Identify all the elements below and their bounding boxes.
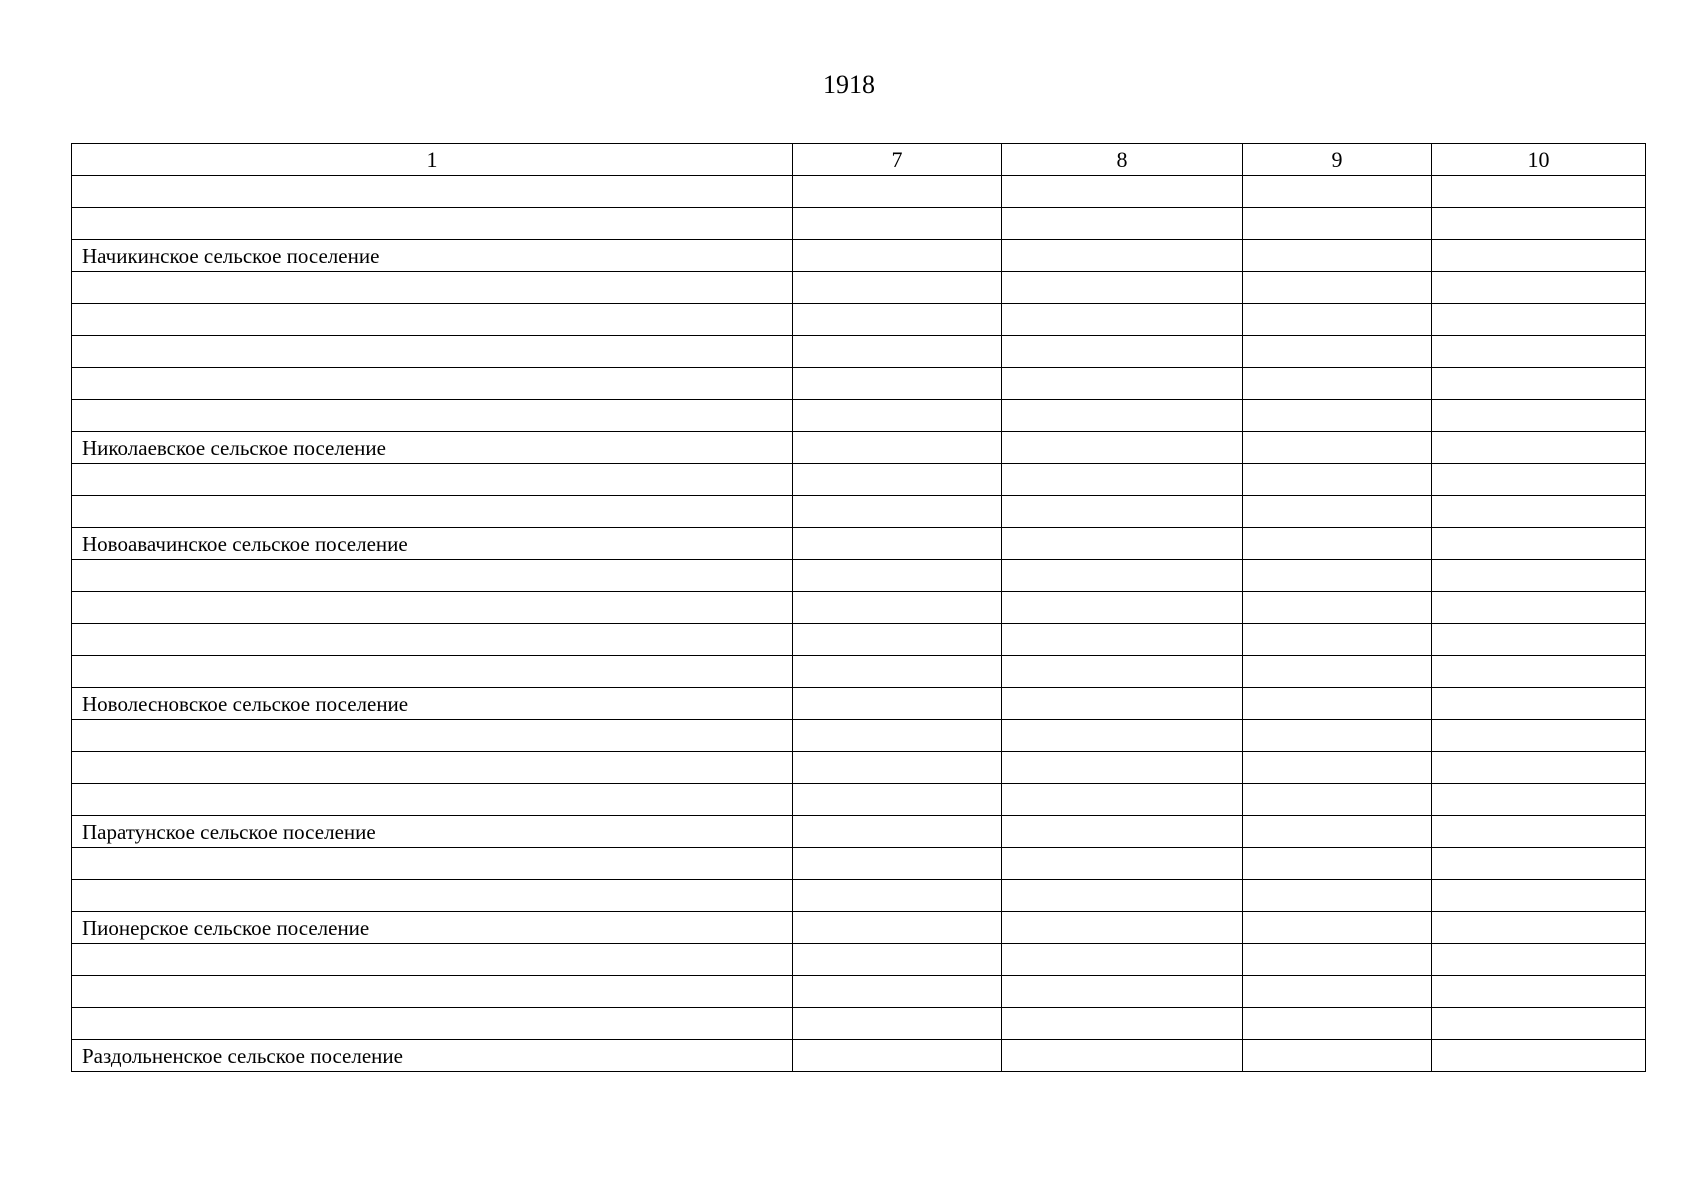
table-cell — [793, 368, 1002, 400]
settlement-name-cell — [72, 368, 793, 400]
table-cell — [1002, 752, 1243, 784]
table-cell — [1243, 496, 1432, 528]
table-cell — [1243, 1008, 1432, 1040]
table-cell — [793, 1008, 1002, 1040]
table-cell — [1243, 976, 1432, 1008]
table-cell — [793, 592, 1002, 624]
table-cell — [1002, 464, 1243, 496]
settlement-name-cell — [72, 496, 793, 528]
settlement-name-cell — [72, 880, 793, 912]
settlement-name-cell — [72, 848, 793, 880]
settlement-name-cell — [72, 752, 793, 784]
settlement-name-cell — [72, 400, 793, 432]
table-cell — [1243, 272, 1432, 304]
column-header: 1 — [72, 144, 793, 176]
table-cell — [1002, 336, 1243, 368]
table-cell — [1432, 944, 1646, 976]
settlement-name-cell: Начикинское сельское поселение — [72, 240, 793, 272]
table-cell — [793, 720, 1002, 752]
settlement-name-cell — [72, 208, 793, 240]
table-cell — [1243, 624, 1432, 656]
table-cell — [1002, 816, 1243, 848]
table-cell — [1002, 592, 1243, 624]
settlement-name-cell: Паратунское сельское поселение — [72, 816, 793, 848]
settlement-name-cell: Раздольненское сельское поселение — [72, 1040, 793, 1072]
table-cell — [793, 688, 1002, 720]
table-cell — [1243, 368, 1432, 400]
table-cell — [1243, 752, 1432, 784]
table-cell — [1432, 720, 1646, 752]
table-cell — [1432, 368, 1646, 400]
settlement-name-cell — [72, 944, 793, 976]
table-cell — [1002, 976, 1243, 1008]
table-row — [72, 240, 1646, 272]
table-header-row — [72, 144, 1646, 176]
table-cell — [1002, 560, 1243, 592]
table-row — [72, 496, 1646, 528]
table-cell — [1002, 400, 1243, 432]
table-cell — [1432, 784, 1646, 816]
table-cell — [793, 1040, 1002, 1072]
table-cell — [793, 880, 1002, 912]
table-row — [72, 432, 1646, 464]
table-row — [72, 272, 1646, 304]
table-row — [72, 592, 1646, 624]
settlement-name-cell — [72, 656, 793, 688]
table-cell — [1002, 848, 1243, 880]
table-cell — [1002, 880, 1243, 912]
settlement-name-cell: Николаевское сельское поселение — [72, 432, 793, 464]
table-cell — [1243, 720, 1432, 752]
table-cell — [1243, 880, 1432, 912]
table-row — [72, 1040, 1646, 1072]
table-row — [72, 400, 1646, 432]
table-cell — [1432, 336, 1646, 368]
table-row — [72, 368, 1646, 400]
table-cell — [793, 624, 1002, 656]
table-row — [72, 880, 1646, 912]
table-cell — [1243, 432, 1432, 464]
table-cell — [1002, 912, 1243, 944]
settlement-name-cell: Новолесновское сельское поселение — [72, 688, 793, 720]
table-cell — [1432, 432, 1646, 464]
settlement-name-cell: Новоавачинское сельское поселение — [72, 528, 793, 560]
table-cell — [1432, 560, 1646, 592]
table-cell — [793, 528, 1002, 560]
table-cell — [793, 944, 1002, 976]
table-cell — [1002, 1008, 1243, 1040]
table-row — [72, 176, 1646, 208]
settlement-name-cell — [72, 304, 793, 336]
table-cell — [793, 912, 1002, 944]
table-cell — [1432, 688, 1646, 720]
table-row — [72, 304, 1646, 336]
table-row — [72, 752, 1646, 784]
table-row — [72, 208, 1646, 240]
table-row — [72, 656, 1646, 688]
table-cell — [793, 848, 1002, 880]
table-cell — [1432, 880, 1646, 912]
table-cell — [1243, 656, 1432, 688]
table-cell — [1432, 240, 1646, 272]
table-cell — [1002, 1040, 1243, 1072]
settlement-name-cell — [72, 464, 793, 496]
table-cell — [1432, 592, 1646, 624]
table-row — [72, 816, 1646, 848]
table-cell — [1243, 464, 1432, 496]
table-cell — [793, 464, 1002, 496]
table-cell — [1432, 400, 1646, 432]
table-cell — [1243, 848, 1432, 880]
table-cell — [793, 752, 1002, 784]
table-cell — [1243, 912, 1432, 944]
settlements-table — [71, 143, 1646, 1072]
table-row — [72, 912, 1646, 944]
table-cell — [1002, 272, 1243, 304]
table-cell — [1432, 752, 1646, 784]
column-header: 9 — [1243, 144, 1432, 176]
table-cell — [1432, 848, 1646, 880]
settlement-name-cell — [72, 272, 793, 304]
table-row — [72, 688, 1646, 720]
table-cell — [793, 656, 1002, 688]
table-row — [72, 528, 1646, 560]
table-cell — [1243, 304, 1432, 336]
settlement-name-cell — [72, 624, 793, 656]
table-row — [72, 464, 1646, 496]
table-cell — [1432, 656, 1646, 688]
table-cell — [1243, 592, 1432, 624]
table-cell — [1243, 944, 1432, 976]
table-cell — [1243, 176, 1432, 208]
table-cell — [1432, 1040, 1646, 1072]
settlement-name-cell — [72, 1008, 793, 1040]
table-cell — [1243, 560, 1432, 592]
table-cell — [1002, 208, 1243, 240]
table-cell — [1243, 528, 1432, 560]
table-cell — [1002, 784, 1243, 816]
table-row — [72, 1008, 1646, 1040]
table-cell — [1432, 976, 1646, 1008]
table-cell — [1002, 432, 1243, 464]
column-header: 10 — [1432, 144, 1646, 176]
table-cell — [1002, 624, 1243, 656]
table-cell — [1432, 304, 1646, 336]
table-cell — [793, 816, 1002, 848]
table-cell — [1432, 624, 1646, 656]
table-cell — [1002, 656, 1243, 688]
table-cell — [793, 976, 1002, 1008]
settlement-name-cell — [72, 720, 793, 752]
table-cell — [793, 240, 1002, 272]
table-cell — [793, 176, 1002, 208]
table-row — [72, 784, 1646, 816]
table-cell — [1243, 688, 1432, 720]
settlement-name-cell — [72, 976, 793, 1008]
table-row — [72, 976, 1646, 1008]
table-cell — [1002, 720, 1243, 752]
settlement-name-cell — [72, 784, 793, 816]
table-cell — [1002, 496, 1243, 528]
table-cell — [1243, 240, 1432, 272]
settlement-name-cell — [72, 560, 793, 592]
table-cell — [1432, 464, 1646, 496]
table-cell — [793, 336, 1002, 368]
table-cell — [1243, 208, 1432, 240]
table-cell — [793, 304, 1002, 336]
table-cell — [793, 496, 1002, 528]
table-cell — [1432, 208, 1646, 240]
table-cell — [793, 208, 1002, 240]
table-cell — [1432, 496, 1646, 528]
table-cell — [1432, 816, 1646, 848]
table-row — [72, 336, 1646, 368]
table-cell — [1002, 688, 1243, 720]
settlement-name-cell: Пионерское сельское поселение — [72, 912, 793, 944]
table-cell — [1432, 1008, 1646, 1040]
table-cell — [1243, 784, 1432, 816]
table-cell — [1432, 176, 1646, 208]
column-header: 8 — [1002, 144, 1243, 176]
table-cell — [1243, 336, 1432, 368]
table-cell — [1002, 240, 1243, 272]
table-row — [72, 560, 1646, 592]
table-cell — [793, 784, 1002, 816]
settlement-name-cell — [72, 176, 793, 208]
table-body — [72, 144, 1646, 1072]
table-cell — [1002, 368, 1243, 400]
table-cell — [793, 400, 1002, 432]
table-cell — [793, 560, 1002, 592]
table-row — [72, 624, 1646, 656]
table-row — [72, 848, 1646, 880]
table-cell — [1002, 944, 1243, 976]
table-cell — [1243, 400, 1432, 432]
page-number: 1918 — [823, 70, 875, 99]
table-cell — [1002, 528, 1243, 560]
table-cell — [1432, 912, 1646, 944]
settlement-name-cell — [72, 592, 793, 624]
column-header: 7 — [793, 144, 1002, 176]
table-cell — [1432, 272, 1646, 304]
table-cell — [793, 432, 1002, 464]
table-cell — [1002, 176, 1243, 208]
table-cell — [1432, 528, 1646, 560]
table-row — [72, 944, 1646, 976]
table-cell — [1243, 816, 1432, 848]
settlement-name-cell — [72, 336, 793, 368]
table-row — [72, 720, 1646, 752]
table-cell — [1243, 1040, 1432, 1072]
table-cell — [793, 272, 1002, 304]
table-cell — [1002, 304, 1243, 336]
